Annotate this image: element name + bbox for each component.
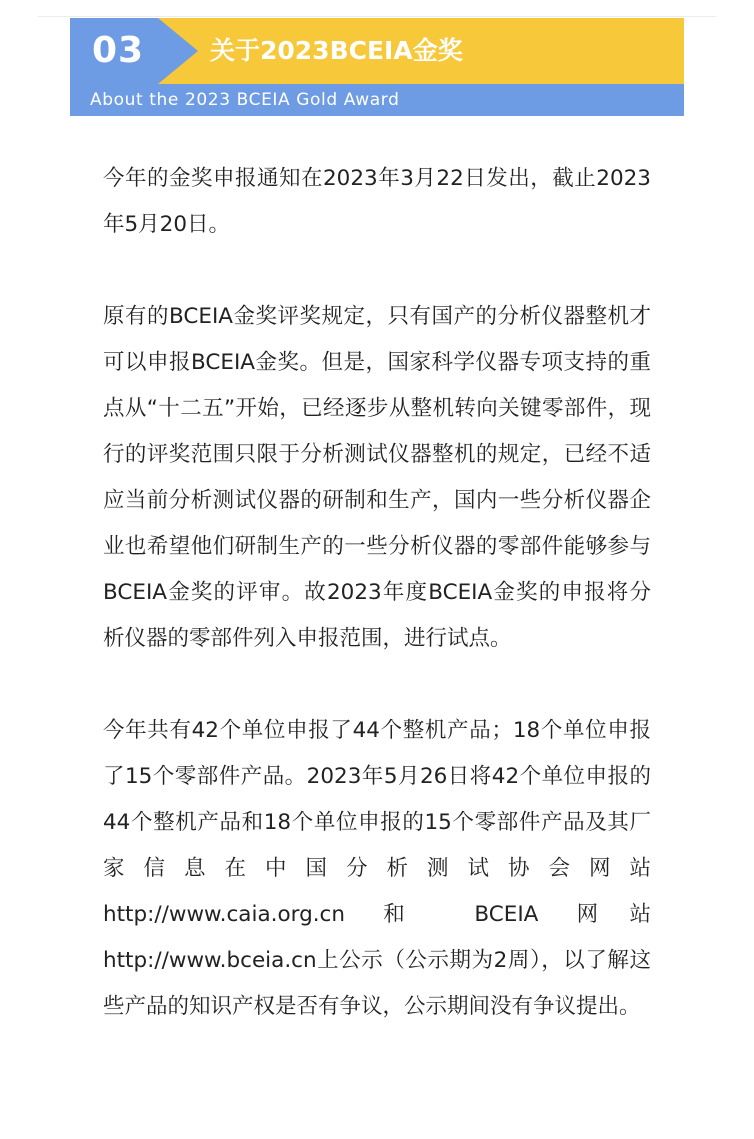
top-divider	[38, 16, 716, 17]
paragraph-rules: 原有的BCEIA金奖评奖规定，只有国产的分析仪器整机才可以申报BCEIA金奖。但是，国家科学仪器专项支持的重点从“十二五”开始，已经逐步从整机转向关键零部件，现行的评奖范围只限于分析测试仪器整机的规定，已经不适应当前分析测试仪器的研制和生产，国内一些分析仪器企业也希望他们研制生产的一些分析仪器的零部件能够参与BCEIA金奖的评审。故2023年度BCEIA金奖的申报将分析仪器的零部件列入申报范围，进行试点。	[103, 304, 651, 651]
section-header-banner	[70, 18, 684, 116]
paragraph-applications: 今年共有42个单位申报了44个整机产品；18个单位申报了15个零部件产品。2023年5月26日将42个单位申报的44个整机产品和18个单位申报的15个零部件产品及其厂家信息在中国分析测试协会网站 http://www.caia.org.cn 和 BCEIA 网站http://www.bceia.cn上公示（公示期为2周），以了解这些产品的知识产权是否有争议，公示期间没有争议提出。	[103, 718, 651, 1019]
section-number: 03	[92, 30, 145, 71]
section-title: 关于2023BCEIA金奖	[210, 36, 463, 65]
paragraph-deadline: 今年的金奖申报通知在2023年3月22日发出，截止2023年5月20日。	[103, 166, 651, 237]
section-subtitle: About the 2023 BCEIA Gold Award	[90, 90, 400, 110]
banner-subtitle-band	[70, 84, 684, 116]
article-body	[103, 156, 651, 1030]
